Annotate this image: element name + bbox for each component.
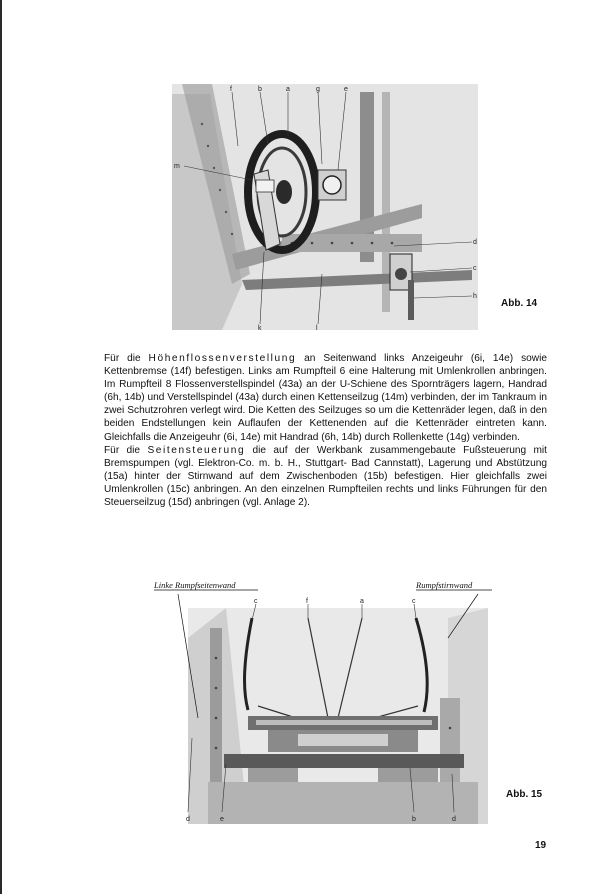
figure-15-caption: Abb. 15 [506,789,543,800]
fig15-label-c-left: c [254,598,258,605]
fig15-label-d-left: d [186,816,190,823]
fig15-label-e: e [220,816,224,823]
figure-15-photo [148,578,496,824]
paragraph-seitensteuerung: Für die Seitensteuerung die auf der Werkbank zusammengebaute Fußsteuerung mit Bremspumpen (vgl. Elektron-Co. m. b. H., Stuttgart- Bad Cannstatt), Lagerung und Abstützung (15a) hinter der Stirnwand auf dem Zwischenboden (15b) befestigen. Hier gleichfalls zwei Umlenkrollen (15c) anbringen. An den einzelnen Rumpfteilen rechts und links Führungen für den Steuerseilzug (15d) anbringen (vgl. Anlage 2). [104,444,547,509]
paragraph-hoehenflossenverstellung: Für die Höhenflossenverstellung an Seitenwand links Anzeigeuhr (6i, 14e) sowie Kettenbremse (14f) befestigen. Links am Rumpfteil 6 eine Halterung mit Umlenkrollen anbringen. Im Rumpfteil 8 Flossenverstellspindel (43a) an der U-Schiene des Spornträgers lagern, Handrad (6h, 14b) und Verstellspindel (43a) durch einen Kettenseilzug (14m) verbinden, der im Tankraum in zwei Schutzrohren verlegt wird. Die Ketten des Seilzuges so um die Kettenräder legen, daß in den beiden Endstellungen kein Auflaufen der Kettenenden auf die Kettenräder eintreten kann. Gleichfalls die Anzeigeuhr (6i, 14e) mit Handrad (6h, 14b) durch Rollenkette (14g) verbinden. [104,353,547,443]
fig14-label-f: f [230,86,232,93]
term-seitensteuerung: Seitensteuerung [147,444,246,456]
fig15-label-c-right: c [412,598,416,605]
fig14-label-l: l [316,325,318,330]
fig15-label-a: a [360,598,364,605]
fig15-handwritten-left: Linke Rumpfseitenwand [154,580,236,590]
fig14-label-d: d [473,239,477,246]
fig14-label-h: h [473,293,477,300]
fig15-label-d-right: d [452,816,456,823]
fig14-label-m: m [174,163,180,170]
body-text [104,352,547,509]
fig15-label-b: b [412,816,416,823]
fig14-label-a: a [286,86,290,93]
figure-14-caption: Abb. 14 [501,298,538,309]
page-number: 19 [535,840,547,851]
fig15-label-f: f [306,598,308,605]
page-binding-edge [0,0,2,894]
fig14-label-b: b [258,86,262,93]
fig14-label-c: c [473,265,477,272]
fig14-label-k: k [258,325,262,330]
figure-14-photo [172,84,478,330]
fig15-handwritten-right: Rumpfstirnwand [416,580,473,590]
term-hoehenflossenverstellung: Höhenflossenverstellung [148,353,297,364]
fig14-label-e: e [344,86,348,93]
fig14-label-g: g [316,86,320,93]
